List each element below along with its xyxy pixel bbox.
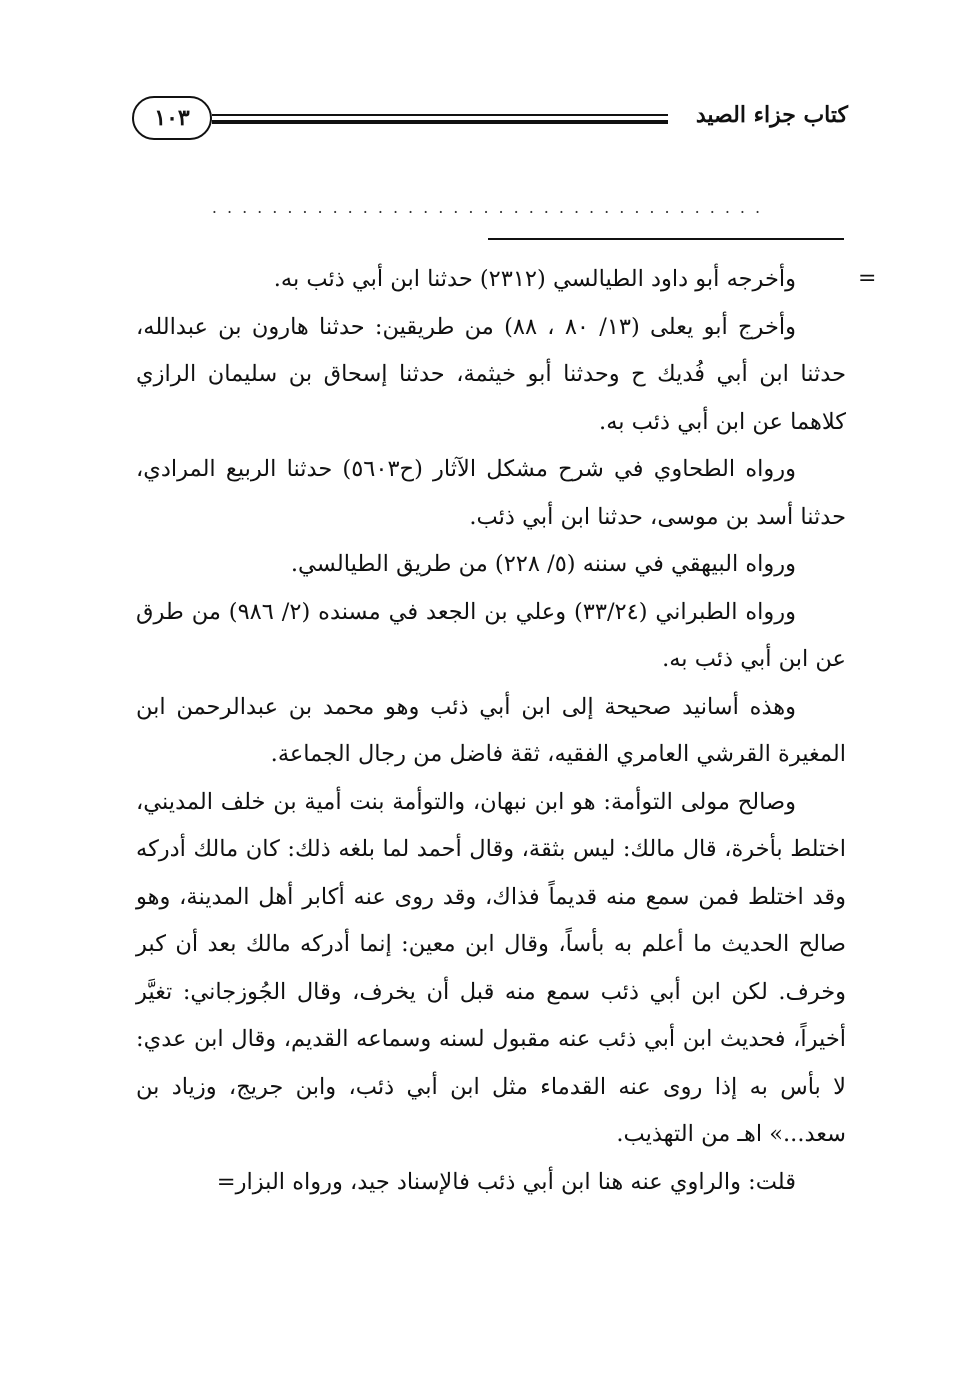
page-number-badge: ١٠٣ bbox=[132, 96, 212, 140]
header-rule-thick bbox=[212, 120, 668, 124]
paragraph: وهذه أسانيد صحيحة إلى ابن أبي ذئب وهو محمد بن عبدالرحمن ابن المغيرة القرشي العامري الفقيه، ثقة فاضل من رجال الجماعة. bbox=[136, 693, 846, 767]
paragraph: وأخرج أبو يعلى (١٣/ ٨٠ ، ٨٨) من طريقين: حدثنا هارون بن عبدالله، حدثنا ابن أبي فُديك ح وحدثنا أبو خيثمة، حدثنا إسحاق بن سليمان الرازي كلاهما عن ابن أبي ذئب به. bbox=[136, 313, 846, 435]
book-title: كتاب جزاء الصيد bbox=[695, 102, 848, 128]
paragraph: وأخرجه أبو داود الطيالسي (٢٣١٢) حدثنا ابن أبي ذئب به. bbox=[273, 266, 796, 292]
footnote-body bbox=[136, 256, 846, 1206]
paragraph: ورواه الطحاوي في شرح مشكل الآثار (ح٥٦٠٣) حدثنا الربيع المرادي، حدثنا أسد بن موسى، حدثنا ابن أبي ذئب. bbox=[136, 456, 846, 530]
header-rule-thin bbox=[212, 114, 668, 116]
dotted-separator: ..................................... bbox=[211, 198, 771, 217]
footnote-rule bbox=[488, 238, 844, 240]
paragraph: ورواه البيهقي في سننه (٥/ ٢٢٨) من طريق الطيالسي. bbox=[290, 551, 796, 577]
page-header bbox=[132, 96, 848, 142]
paragraph: قلت: والراوي عنه هنا ابن أبي ذئب فالإسناد جيد، ورواه البزار= bbox=[216, 1168, 796, 1195]
paragraph: وصالح مولى التوأمة: هو ابن نبهان، والتوأمة بنت أمية بن خلف المديني، اختلط بأخرة، قال مالك: ليس بثقة، وقال أحمد لما بلغه ذلك: كان مالك أدركه وقد اختلط فمن سمع منه قديماً فذاك، وقد روى عنه أكابر أهل المدينة، وهو صالح الحديث ما أعلم به بأساً، وقال ابن معين: إنما أدركه مالك بعد أن كبر وخرف. لكن ابن أبي ذئب سمع منه قبل أن يخرف، وقال الجُوزجاني: تغيَّر أخيراً، فحديث ابن أبي ذئب عنه مقبول لسنه وسماعه القديم، وقال ابن عدي: لا بأس به إذا روى عنه القدماء مثل ابن أبي ذئب، وابن جريج، وزياد بن سعد...» اهـ من التهذيب. bbox=[136, 788, 846, 1147]
continuation-mark: = bbox=[858, 266, 877, 291]
paragraph: ورواه الطبراني (٣٣/٢٤) وعلي بن الجعد في مسنده (٢/ ٩٨٦) من طرق عن ابن أبي ذئب به. bbox=[136, 598, 846, 672]
